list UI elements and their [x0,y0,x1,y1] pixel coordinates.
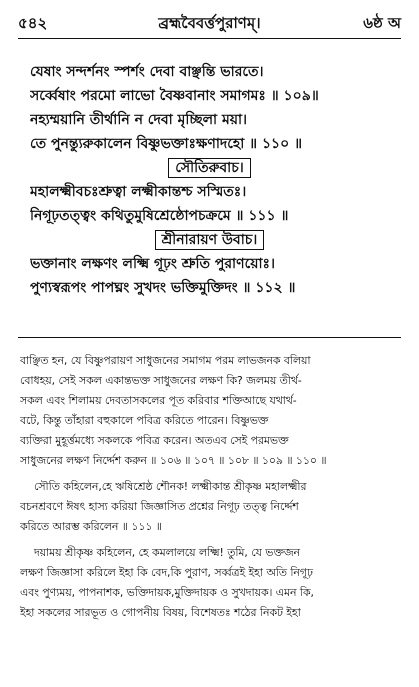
prose-line: ব্যক্তিরা মুহূর্ত্তমধ্যে সকলকে পবিত্র করেন। অতএব সেই পরমভক্ত [20,434,289,447]
prose-line: সকল এবং শিলাময় দেবতাসকলের পূত করিবার শক্তিআছে যথার্থ- [20,394,297,407]
verse-line: নিগূঢ়তত্ত্বং কথিতুমুষিশ্রেষ্ঠোপচক্রমে ॥ ১১১ ॥ [30,208,289,224]
prose-line: বোধহয়, সেই সকল একান্তভক্ত সাধুজনের লক্ষণ কি? জলময় তীর্থ- [20,374,302,387]
verse-line: তে পুনন্ত্যুরুকালেন বিষ্ণুভক্তাঃক্ষণাদহো ॥ ১১০ ॥ [30,136,303,152]
speaker-heading-narayana [30,228,389,252]
verse-line: যেষাং সন্দর্শনং স্পর্শং দেবা বাঞ্ছন্তি ভারতে। [30,64,264,80]
prose-line: দয়াময় শ্রীকৃষ্ণ কহিলেন, হে কমলালয়ে লক্ষ্মি! তুমি, যে ভক্তজন [34,546,300,559]
sanskrit-verses [30,60,389,300]
verse-line: সর্ব্বেষাং পরমো লাভো বৈষ্ণবানাং সমাগমঃ ॥ ১০৯॥ [30,88,319,104]
verse-line: মহালক্ষ্মীবচঃশ্রুত্বা লক্ষ্মীকান্তশ্চ সস্মিতঃ। [30,184,247,200]
chapter-marker: ৬ষ্ঠ অ [363,14,401,32]
prose-line: এবং পুণ্যময়, পাপনাশক, ভক্তিদায়ক,মুক্তিদায়ক ও সুখদায়ক। এমন কি, [20,586,314,599]
speaker-box: শ্রীনারায়ণ উবাচ। [155,230,265,250]
page-header [18,12,401,34]
header-rule [18,38,401,39]
verse-line: নহ্যম্ময়ানি তীর্থানি ন দেবা মৃচ্ছিলা ময়া। [30,112,248,128]
speaker-heading-sauti [30,156,389,180]
speaker-box: সৌতিরুবাচ। [168,158,251,178]
prose-line: লক্ষণ জিজ্ঞাসা করিলে ইহা কি বেদ,কি পুরাণ, সর্ব্বত্রই ইহা অতি নিগূঢ় [20,566,313,579]
bengali-translation [20,351,399,623]
verse-line: পুণ্যস্বরূপং পাপঘ্নং সুখদং ভক্তিমুক্তিদং ॥ ১১২ ॥ [30,280,296,296]
section-rule [18,337,401,338]
page-title: ব্রহ্মবৈবর্ত্তপুরাণম্। [158,14,261,32]
prose-line: সাধুজনের লক্ষণ নির্দ্দেশ করুন ॥ ১০৬ ॥ ১০৭ ॥ ১০৮ ॥ ১০৯ ॥ ১১০ ॥ [20,454,327,467]
page-number: ৫৪২ [18,14,48,32]
prose-line: করিতে আরম্ভ করিলেন ॥ ১১১ ॥ [20,520,162,533]
prose-line: বাঞ্ছিত হন, যে বিষ্ণুপরায়ণ সাধুজনের সমাগম পরম লাভজনক বলিয়া [20,354,311,367]
prose-line: বটে, কিন্তু তাঁহারা বহুকালে পবিত্র করিতে পারেন। বিষ্ণুভক্ত [20,414,269,427]
verse-line: ভক্তানাং লক্ষণং লক্ষ্মি গূঢ়ং শ্রুতি পুরাণয়োঃ। [30,256,275,272]
prose-line: বচনশ্রবণে ঈষৎ হাস্য করিয়া জিজ্ঞাসিত প্রশ্নের নিগূঢ় তত্ত্ব নির্দ্দেশ [20,500,299,513]
prose-line: ইহা সকলের সারভূত ও গোপনীয় বিষয়, বিশেষতঃ শঠের নিকট ইহা [20,606,301,619]
prose-line: সৌতি কহিলেন,হে ঋষিশ্রেষ্ঠ শৌনক! লক্ষ্মীকান্ত শ্রীকৃষ্ণ মহালক্ষ্মীর [34,480,307,493]
